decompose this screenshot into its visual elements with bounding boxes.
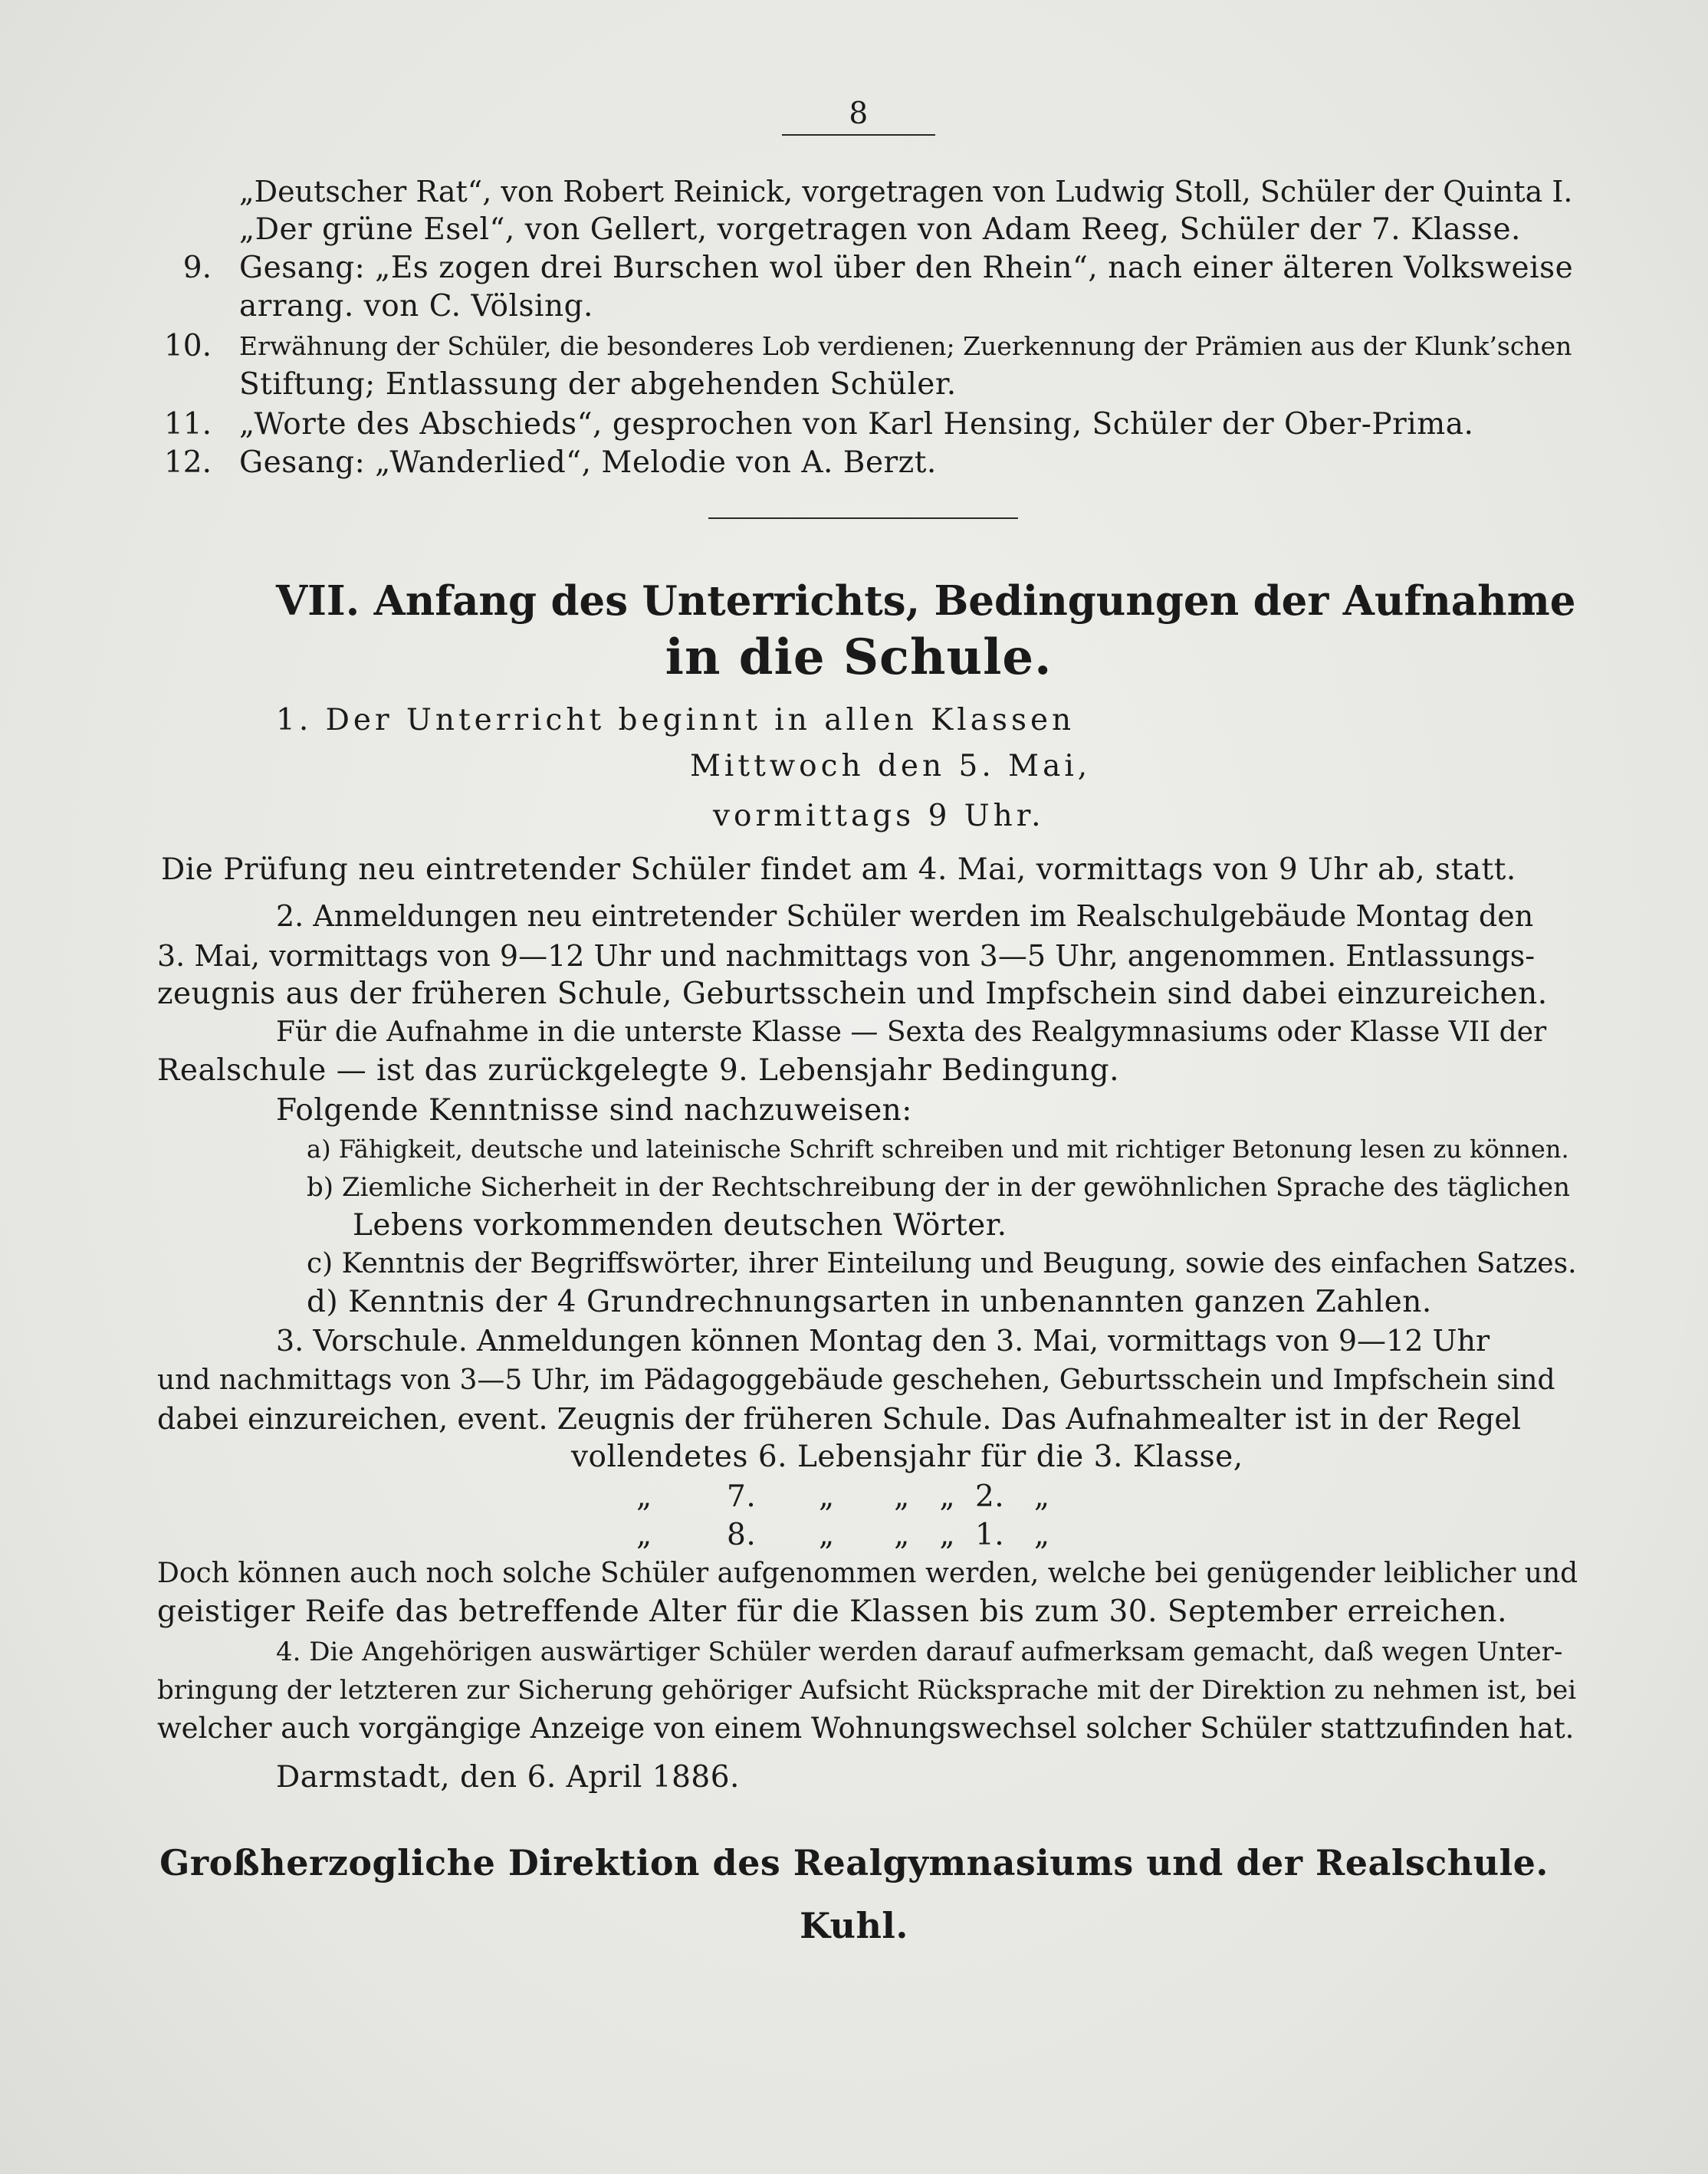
- paragraph-4-line: welcher auch vorgängige Anzeige von einem Wohnungswechsel solcher Schüler stattzufinden hat.: [157, 1712, 1575, 1745]
- age-line-rest: „ „ „ 1. „: [819, 1518, 1050, 1552]
- section-divider: [708, 517, 1018, 519]
- program-line: „Deutscher Rat“, von Robert Reinick, vorgetragen von Ludwig Stoll, Schüler der Quinta I.: [239, 175, 1573, 209]
- age-line-rest: „ „ „ 2. „: [819, 1479, 1050, 1514]
- paragraph-2-line: 3. Mai, vormittags von 9—12 Uhr und nachmittags von 3—5 Uhr, angenommen. Entlassungs-: [157, 939, 1536, 973]
- paragraph-3-line: dabei einzureichen, event. Zeugnis der früheren Schule. Das Aufnahmealter ist in der Regel: [157, 1402, 1522, 1436]
- program-item-text: Erwähnung der Schüler, die besonderes Lob verdienen; Zuerkennung der Prämien aus der Klunk’schen: [239, 331, 1572, 361]
- signatory-name: Kuhl.: [800, 1905, 908, 1946]
- paragraph-2-line: zeugnis aus der früheren Schule, Geburtsschein und Impfschein sind dabei einzureichen.: [157, 977, 1548, 1011]
- page-number: 8: [849, 97, 869, 131]
- place-date: Darmstadt, den 6. April 1886.: [276, 1760, 740, 1795]
- program-item-text: „Worte des Abschieds“, gesprochen von Karl Hensing, Schüler der Ober-Prima.: [239, 407, 1474, 442]
- program-item-text: arrang. von C. Völsing.: [239, 289, 593, 323]
- paragraph-1-intro: 1. Der Unterricht beginnt in allen Klassen: [276, 703, 1076, 737]
- program-item-text: Stiftung; Entlassung der abgehenden Schüler.: [239, 367, 957, 402]
- requirement-b-continued: Lebens vorkommenden deutschen Wörter.: [353, 1208, 1007, 1243]
- program-item-number: 12.: [163, 445, 212, 480]
- paragraph-3-line: geistiger Reife das betreffende Alter für die Klassen bis zum 30. September erreichen.: [157, 1594, 1507, 1629]
- exam-note: Die Prüfung neu eintretender Schüler findet am 4. Mai, vormittags von 9 Uhr ab, statt.: [161, 852, 1516, 887]
- start-time: vormittags 9 Uhr.: [713, 799, 1045, 833]
- page-number-rule: [782, 134, 935, 136]
- age-quote: „: [636, 1479, 652, 1514]
- program-item-number: 11.: [163, 407, 212, 442]
- section-heading-continued: in die Schule.: [665, 629, 1053, 686]
- program-item-number: 9.: [182, 251, 212, 285]
- paragraph-3-line: und nachmittags von 3—5 Uhr, im Pädagoggebäude geschehen, Geburtsschein und Impfschein sind: [157, 1364, 1555, 1396]
- requirement-c: c) Kenntnis der Begriffswörter, ihrer Einteilung und Beugung, sowie des einfachen Satzes.: [307, 1248, 1577, 1279]
- requirement-b: b) Ziemliche Sicherheit in der Rechtschreibung der in der gewöhnlichen Sprache des täglichen: [307, 1172, 1571, 1203]
- paragraph-2-line: 2. Anmeldungen neu eintretender Schüler werden im Realschulgebäude Montag den: [276, 899, 1534, 933]
- start-date: Mittwoch den 5. Mai,: [690, 749, 1092, 783]
- age-quote: „: [636, 1518, 652, 1552]
- signatory: Großherzogliche Direktion des Realgymnasiums und der Realschule.: [159, 1842, 1549, 1883]
- program-item-text: Gesang: „Wanderlied“, Melodie von A. Berzt.: [239, 445, 937, 480]
- paragraph-4-line: bringung der letzteren zur Sicherung gehöriger Aufsicht Rücksprache mit der Direktion zu nehmen ist, bei: [157, 1675, 1577, 1706]
- program-item-number: 10.: [163, 329, 212, 363]
- paragraph-2-line: Für die Aufnahme in die unterste Klasse — Sexta des Realgymnasiums oder Klasse VII der: [276, 1016, 1547, 1048]
- requirements-intro: Folgende Kenntnisse sind nachzuweisen:: [276, 1093, 912, 1128]
- section-heading: VII. Anfang des Unterrichts, Bedingungen der Aufnahme: [276, 577, 1576, 625]
- program-line: „Der grüne Esel“, von Gellert, vorgetragen von Adam Reeg, Schüler der 7. Klasse.: [239, 212, 1521, 247]
- paragraph-3-line: Doch können auch noch solche Schüler aufgenommen werden, welche bei genügender leiblicher und: [157, 1558, 1578, 1589]
- paragraph-2-line: Realschule — ist das zurückgelegte 9. Lebensjahr Bedingung.: [157, 1053, 1120, 1088]
- paragraph-3-line: 3. Vorschule. Anmeldungen können Montag den 3. Mai, vormittags von 9—12 Uhr: [276, 1324, 1490, 1358]
- program-item-text: Gesang: „Es zogen drei Burschen wol über den Rhein“, nach einer älteren Volksweise: [239, 251, 1574, 285]
- requirement-a: a) Fähigkeit, deutsche und lateinische Schrift schreiben und mit richtiger Betonung lesen zu können.: [307, 1135, 1569, 1164]
- requirement-d: d) Kenntnis der 4 Grundrechnungsarten in unbenannten ganzen Zahlen.: [307, 1285, 1432, 1319]
- paragraph-4-line: 4. Die Angehörigen auswärtiger Schüler werden darauf aufmerksam gemacht, daß wegen Unter-: [276, 1637, 1563, 1667]
- age-line: vollendetes 6. Lebensjahr für die 3. Klasse,: [571, 1440, 1243, 1474]
- age-number: 7.: [727, 1479, 757, 1514]
- age-number: 8.: [727, 1518, 757, 1552]
